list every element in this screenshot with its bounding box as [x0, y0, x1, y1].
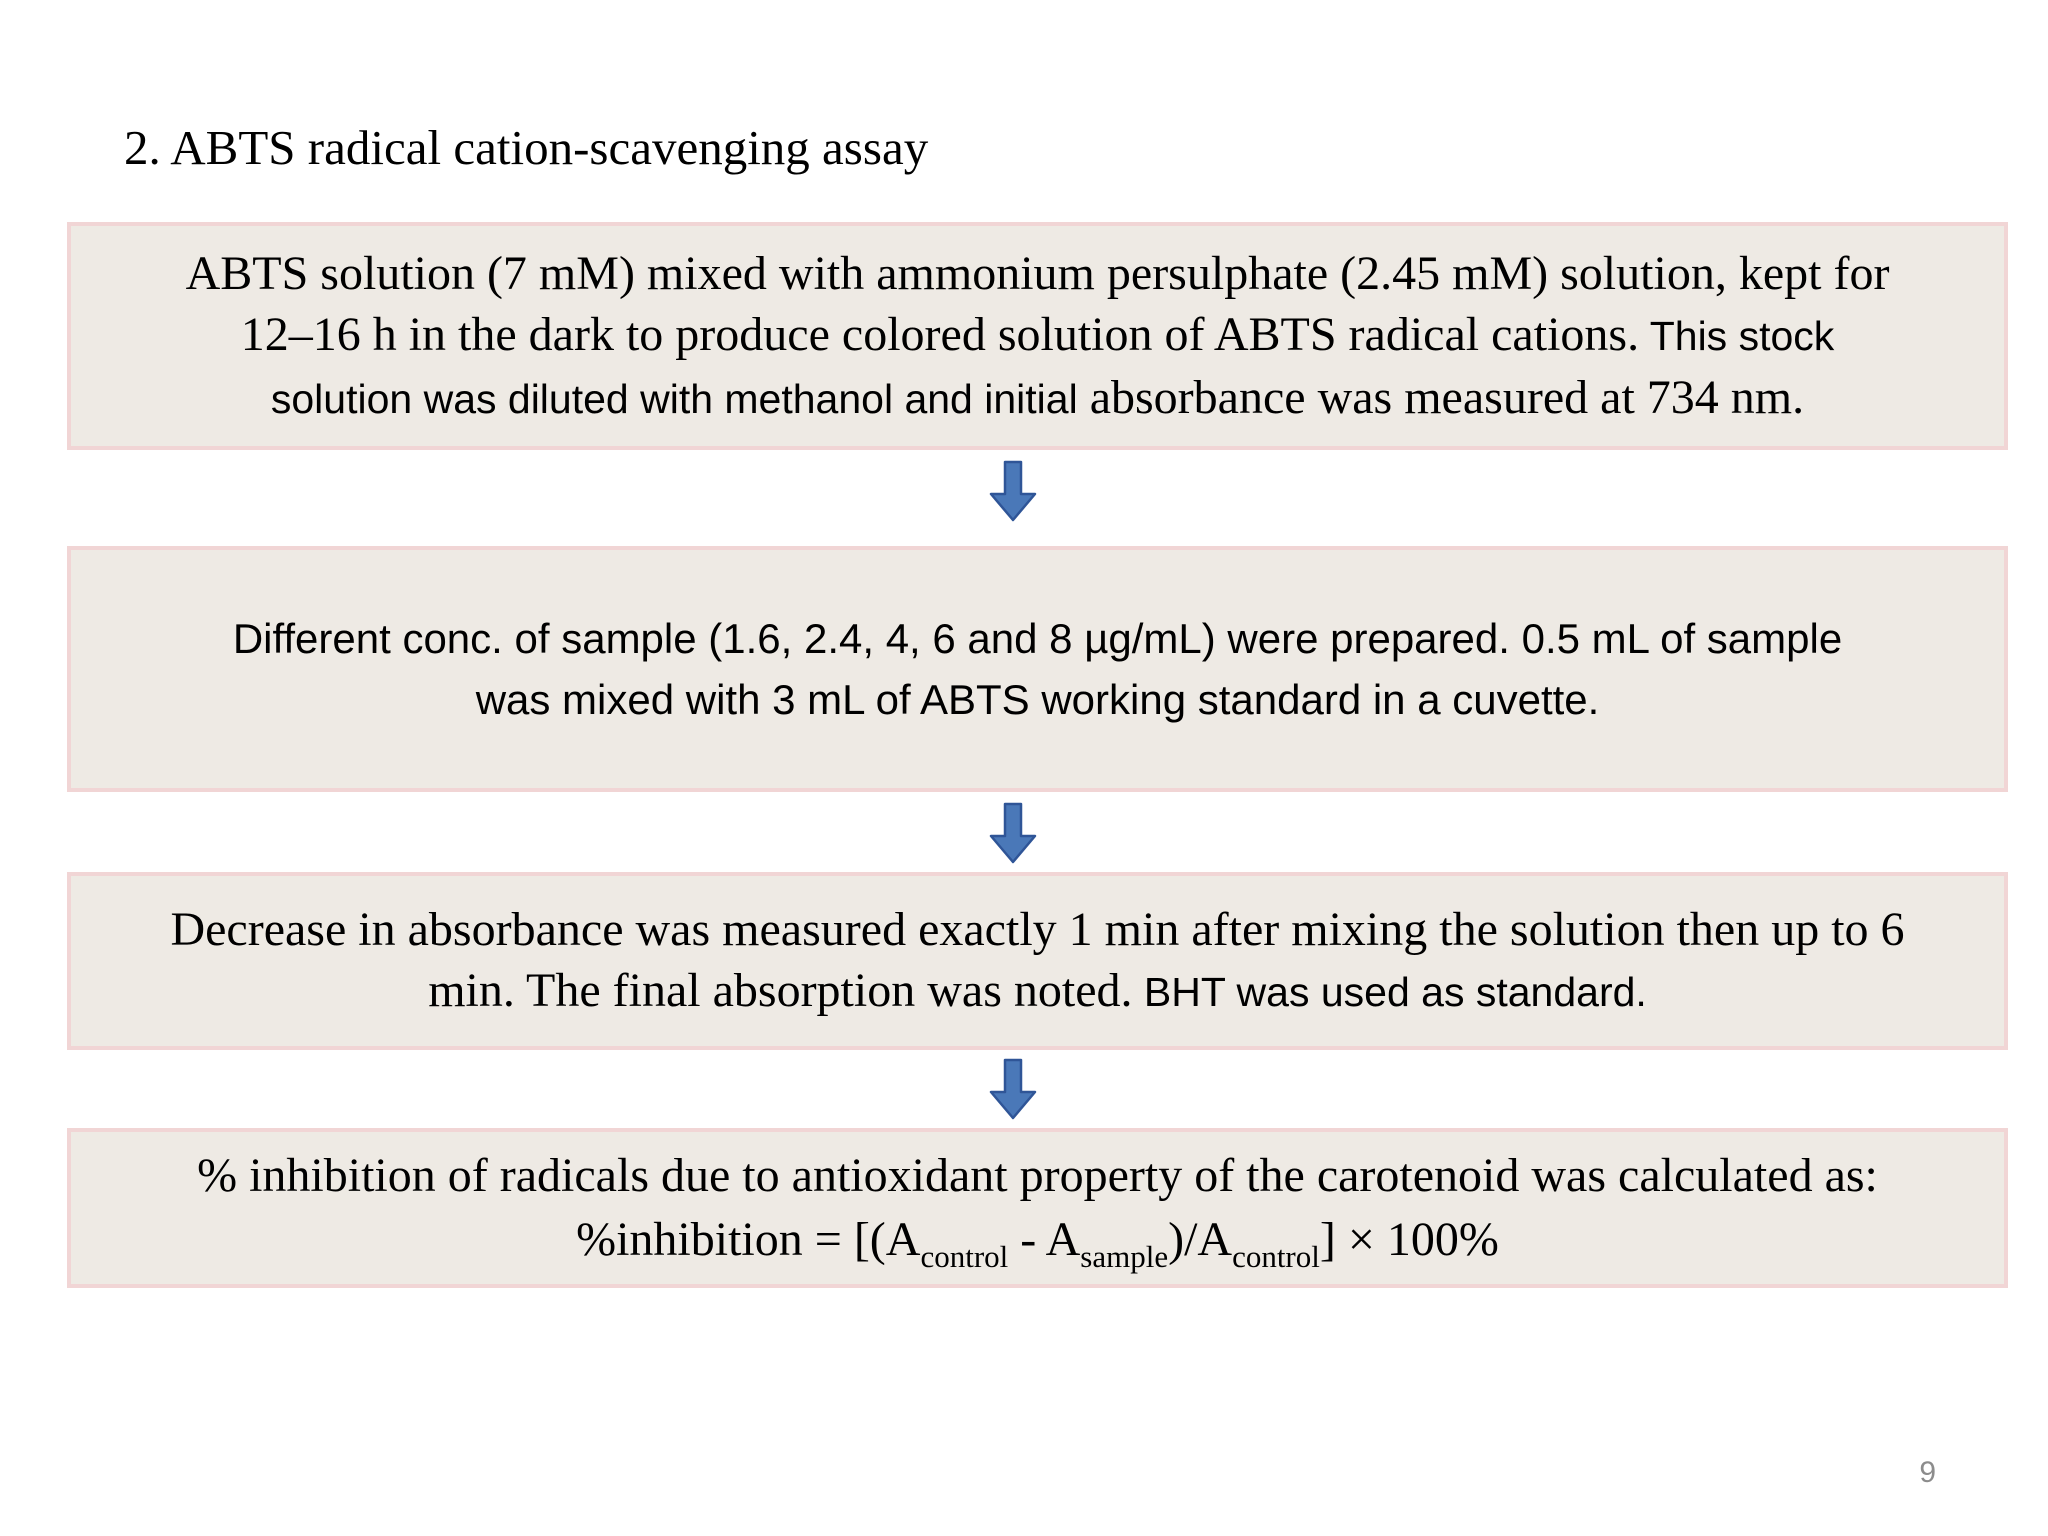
formula-minus: - A — [1008, 1213, 1081, 1266]
step-1-line-3 — [79, 367, 1996, 430]
step-2-line-1: Different conc. of sample (1.6, 2.4, 4, 6 and 8 µg/mL) were prepared. 0.5 mL of sample — [232, 615, 1843, 662]
step-1-line-2-serif: 12–16 h in the dark to produce colored solution of ABTS radical cations. — [240, 307, 1640, 361]
formula-prefix: %inhibition = [(A — [576, 1213, 921, 1266]
formula-subscript-sample: sample — [1080, 1239, 1169, 1274]
down-arrow-icon — [988, 802, 1038, 864]
formula-subscript-control: control — [920, 1239, 1009, 1274]
step-1-line-2 — [79, 304, 1996, 367]
step-1-line-3-sans: solution was diluted with methanol and initial — [270, 375, 1078, 422]
slide-title: 2. ABTS radical cation-scavenging assay — [124, 120, 929, 175]
step-text-4 — [71, 1144, 2004, 1272]
page-number: 9 — [1919, 1456, 1936, 1489]
step-1-line-1: ABTS solution (7 mM) mixed with ammonium persulphate (2.45 mM) solution, kept for — [185, 246, 1890, 300]
step-3-line-2 — [79, 960, 1996, 1023]
formula-suffix: ] × 100% — [1319, 1213, 1499, 1266]
step-2-line-2: was mixed with 3 mL of ABTS working standard in a cuvette. — [475, 676, 1600, 723]
step-text-2 — [71, 608, 2004, 730]
step-1-line-2-sans: This stock — [1639, 312, 1835, 359]
inhibition-formula — [79, 1208, 1996, 1272]
down-arrow-icon — [988, 460, 1038, 522]
step-text-3 — [71, 899, 2004, 1023]
step-3-line-1: Decrease in absorbance was measured exactly 1 min after mixing the solution then up to 6 — [170, 903, 1905, 956]
formula-divide: )/A — [1168, 1213, 1233, 1266]
step-text-1 — [71, 243, 2004, 430]
step-box-4 — [67, 1128, 2008, 1288]
step-4-line-1: % inhibition of radicals due to antioxidant property of the carotenoid was calculated as: — [197, 1149, 1878, 1202]
step-box-1 — [67, 222, 2008, 450]
step-1-line-3-serif: absorbance was measured at 734 nm. — [1077, 370, 1805, 424]
formula-subscript-control-2: control — [1232, 1239, 1320, 1274]
step-box-3 — [67, 872, 2008, 1050]
step-box-2 — [67, 546, 2008, 792]
step-3-line-2-serif: min. The final absorption was noted. — [428, 964, 1133, 1017]
down-arrow-icon — [988, 1058, 1038, 1120]
step-3-line-2-sans: BHT was used as standard. — [1132, 969, 1647, 1015]
